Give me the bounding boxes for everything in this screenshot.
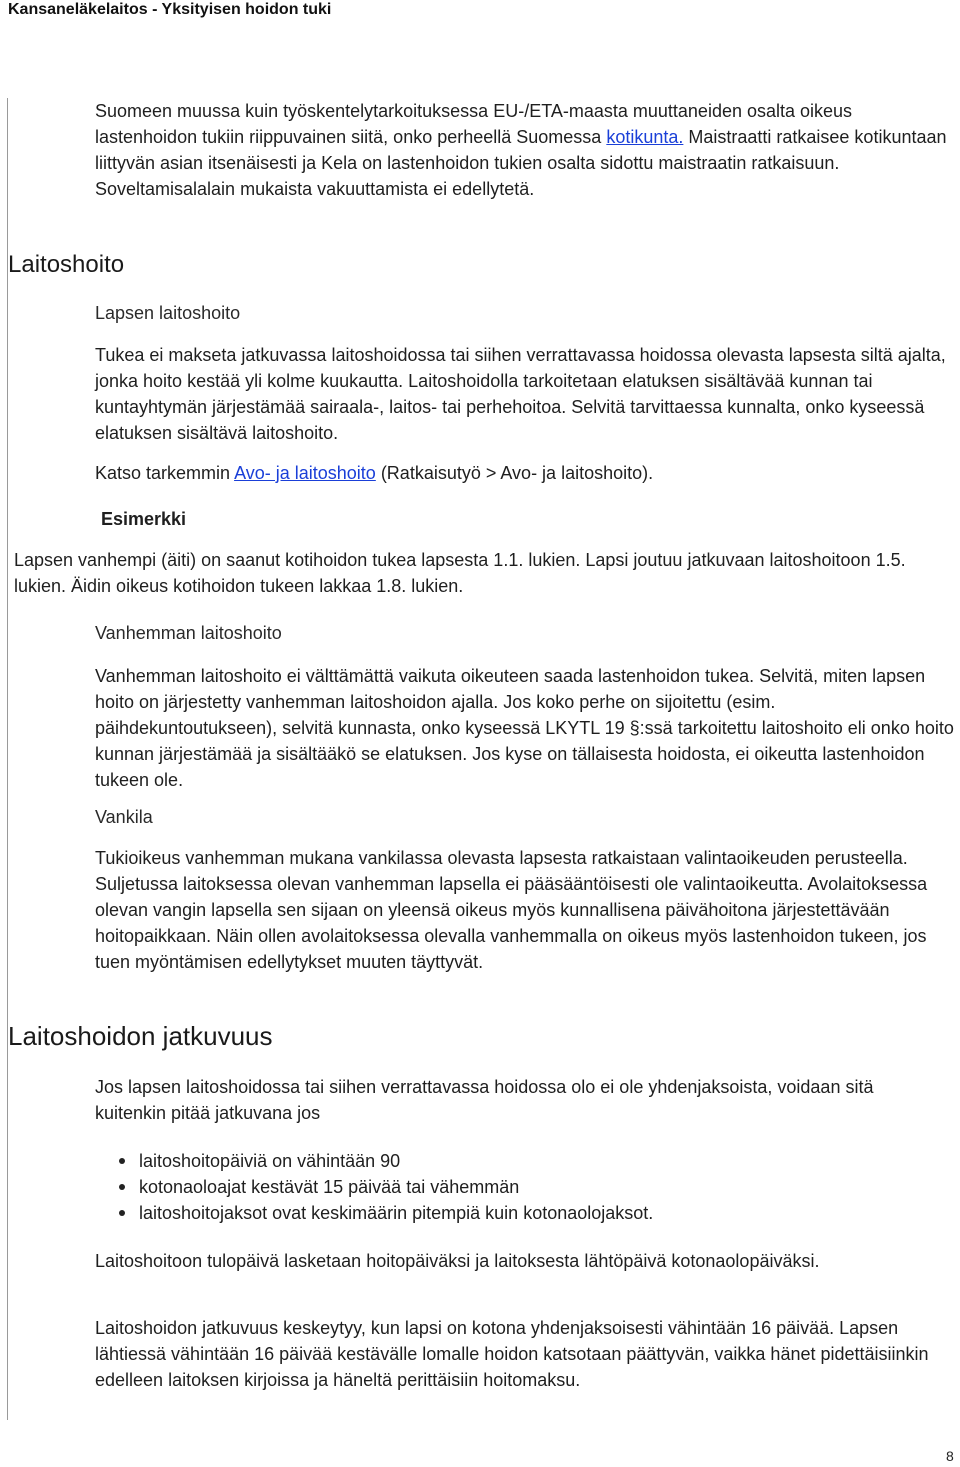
bullet-icon	[119, 1158, 125, 1164]
page-number: 8	[946, 1448, 954, 1464]
left-divider	[7, 98, 8, 1420]
list-item-text: kotonaoloajat kestävät 15 päivää tai vähemmän	[139, 1177, 520, 1197]
jatkuvuus-paragraph-3: Laitoshoidon jatkuvuus keskeytyy, kun lapsi on kotona yhdenjaksoisesti vähintään 16 päivää. Lapsen lähtiessä vähintään 16 päivää kestävälle lomalle hoidon katsotaan päättyvän, vaikka hänet pidettäisiinkin edelleen laitoksen kirjoissa ja häneltä perittäisiin hoitomaksu.	[95, 1318, 929, 1390]
intro-text-2: Maistraatti ratkaisee kotikuntaan liittyvän asian itsenäisesti ja Kela on lastenhoidon tukien osalta sidottu maistraatin ratkaisuun. Soveltamisalalain mukaista vakuuttamista ei edellytetä.	[95, 127, 947, 199]
see-more-text-1: Katso tarkemmin	[95, 463, 235, 483]
jatkuvuus-paragraph-2: Laitoshoitoon tulopäivä lasketaan hoitopäiväksi ja laitoksesta lähtöpäivä kotonaolopäiväksi.	[95, 1251, 820, 1271]
jatkuvuus-intro: Jos lapsen laitoshoidossa tai siihen verrattavassa hoidossa olo ei ole yhdenjaksoista, voidaan sitä kuitenkin pitää jatkuvana jos	[95, 1077, 874, 1123]
example-text: Lapsen vanhempi (äiti) on saanut kotihoidon tukea lapsesta 1.1. lukien. Lapsi joutuu jatkuvaan laitoshoitoon 1.5. lukien. Äidin oikeus kotihoidon tukeen lakkaa 1.8. lukien.	[14, 550, 906, 596]
vanhemman-laitoshoito-subheading: Vanhemman laitoshoito	[95, 623, 282, 643]
list-item	[95, 1174, 915, 1200]
vanhemman-laitoshoito-paragraph: Vanhemman laitoshoito ei välttämättä vaikuta oikeuteen saada lastenhoidon tukea. Selvitä, miten lapsen hoito on järjestetty vanhemman laitoshoidon ajalla. Jos koko perhe on sijoitettu (esim. päihdekuntoutukseen), selvitä kunnasta, onko kyseessä LKYTL 19 §:ssä tarkoitettu laitoshoito eli onko hoito kunnan järjestämää ja sisältääkö se elatuksen. Jos kyse on tällaisesta hoidosta, ei oikeutta lastenhoidon tukeen ole.	[95, 666, 954, 790]
lapsen-laitoshoito-subheading: Lapsen laitoshoito	[95, 303, 241, 323]
vankila-subheading: Vankila	[95, 807, 153, 827]
list-item-text: laitoshoitopäiviä on vähintään 90	[139, 1151, 401, 1171]
lapsen-laitoshoito-paragraph: Tukea ei makseta jatkuvassa laitoshoidossa tai siihen verrattavassa hoidossa olevasta lapsesta siltä ajalta, jonka hoito kestää yli kolme kuukautta. Laitoshoidolla tarkoitetaan elatuksen sisältävää kunnan tai kuntayhtymän järjestämää sairaala-, laitos- tai perhehoitoa. Selvitä tarvittaessa kunnalta, onko kyseessä elatuksen sisältävä laitoshoito.	[95, 345, 946, 443]
bullet-icon	[119, 1210, 125, 1216]
example-label: Esimerkki	[101, 509, 187, 529]
jatkuvuus-criteria-list	[95, 1148, 915, 1226]
see-more-text-2: (Ratkaisutyö > Avo- ja laitoshoito).	[375, 463, 654, 483]
jatkuvuus-heading: Laitoshoidon jatkuvuus	[8, 1021, 273, 1051]
list-item	[95, 1148, 915, 1174]
page-header-title: Kansaneläkelaitos - Yksityisen hoidon tuki	[8, 1, 332, 18]
intro-text-1: Suomeen muussa kuin työskentelytarkoituksessa EU-/ETA-maasta muuttaneiden osalta oikeus lastenhoidon tukiin riippuvainen siitä, onko perheellä Suomessa	[95, 101, 853, 147]
vankila-paragraph: Tukioikeus vanhemman mukana vankilassa olevasta lapsesta ratkaistaan valintaoikeuden perusteella. Suljetussa laitoksessa olevan vanhemman lapsella ei pääsääntöisesti ole valintaoikeutta. Avolaitoksessa olevan vangin lapsella sen sijaan on yleensä oikeus myös kunnallisena päivähoitona järjestettävään hoitopaikkaan. Näin ollen avolaitoksessa olevalla vanhemmalla on oikeus myös lastenhoidon tukeen, jos tuen myöntämisen edellytykset muuten täyttyvät.	[95, 848, 928, 972]
see-more-paragraph	[95, 460, 955, 486]
intro-paragraph	[95, 98, 955, 202]
kotikunta-link[interactable]: kotikunta.	[606, 127, 684, 147]
bullet-icon	[119, 1184, 125, 1190]
laitoshoito-heading: Laitoshoito	[8, 251, 125, 278]
list-item	[95, 1200, 915, 1226]
avo-ja-laitoshoito-link[interactable]: Avo- ja laitoshoito	[234, 463, 376, 483]
list-item-text: laitoshoitojaksot ovat keskimäärin pitempiä kuin kotonaolojaksot.	[139, 1203, 654, 1223]
